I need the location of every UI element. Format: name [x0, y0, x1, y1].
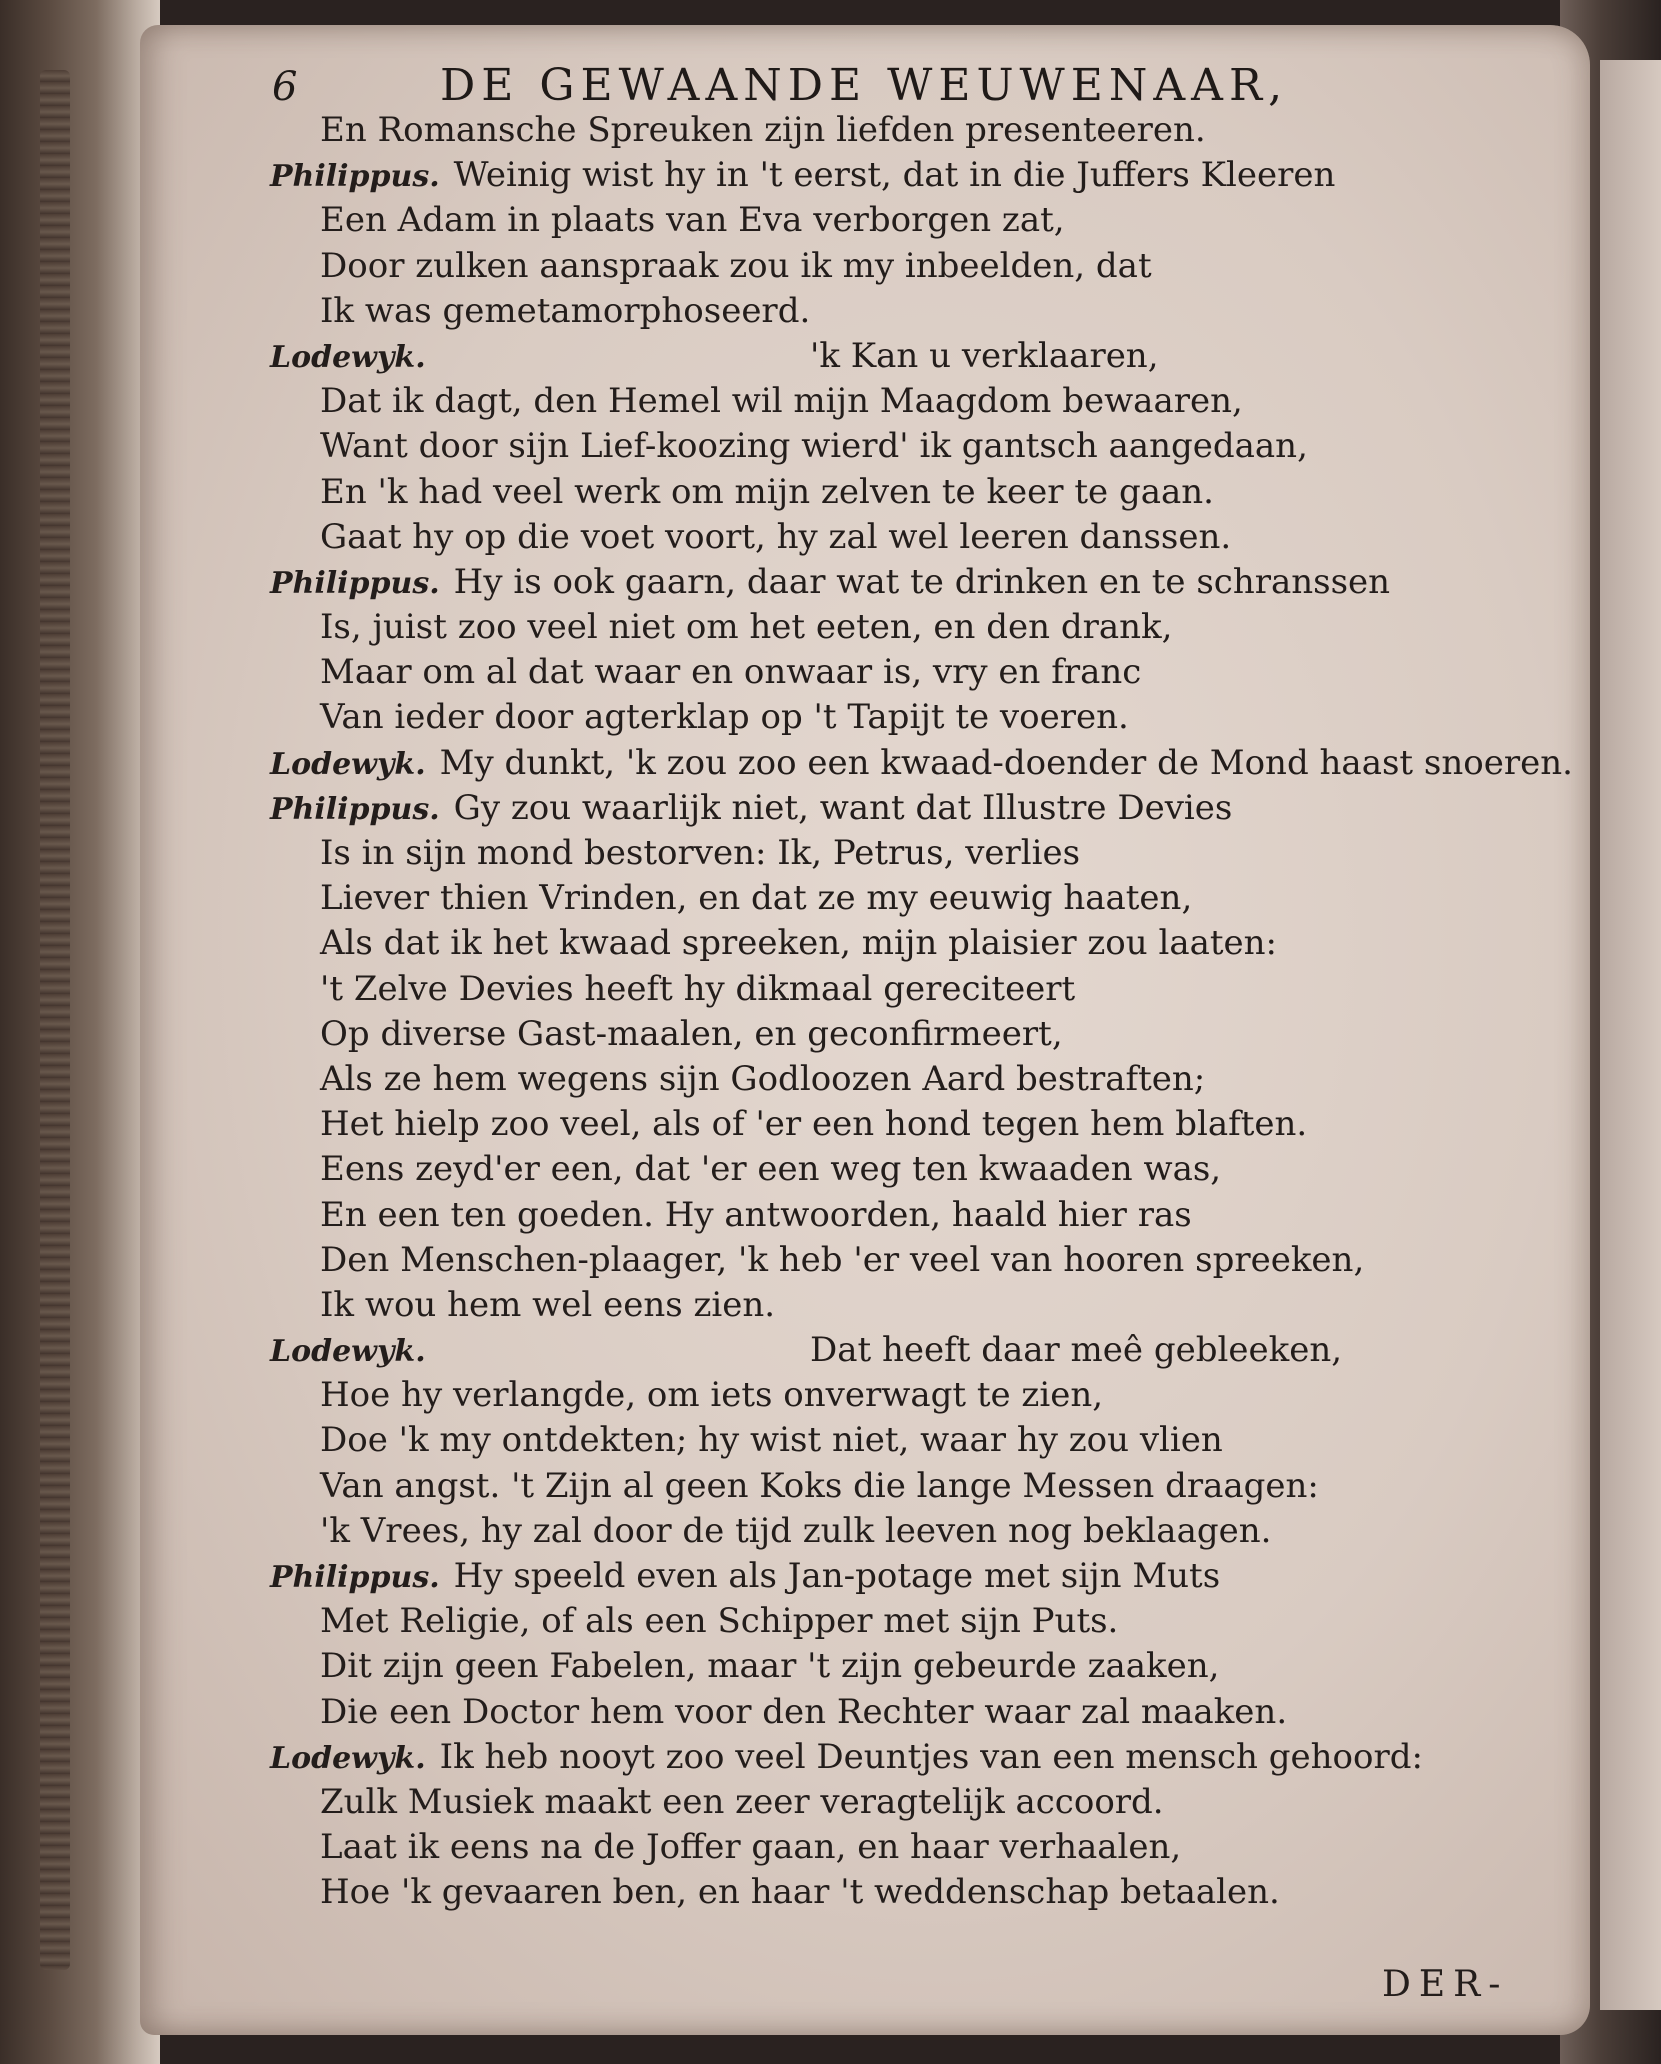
running-title: DE GEWAANDE WEUWENAAR, — [440, 60, 1289, 111]
verse-text: Het hielp zoo veel, als of 'er een hond tegen hem blaften. — [320, 1104, 1308, 1145]
verse-text: Hy is ook gaarn, daar wat te drinken en te schranssen — [453, 561, 1391, 602]
play-text — [270, 108, 1573, 1916]
text-line — [270, 1780, 1390, 1825]
text-line — [270, 1825, 1390, 1870]
speaker-name: Lodewyk. — [270, 1740, 426, 1776]
text-line — [270, 334, 1390, 379]
verse-text: Gy zou waarlijk niet, want dat Illustre Devies — [453, 787, 1233, 828]
text-line — [270, 786, 1390, 831]
verse-text: Den Menschen-plaager, 'k heb 'er veel van hooren spreeken, — [320, 1239, 1365, 1280]
verse-text: Weinig wist hy in 't eerst, dat in die Juffers Kleeren — [453, 155, 1336, 196]
next-page-edge — [1600, 60, 1661, 2010]
text-line — [270, 650, 1390, 695]
text-line — [270, 424, 1390, 469]
verse-text: Van angst. 't Zijn al geen Koks die lange Messen draagen: — [320, 1465, 1319, 1506]
text-line — [270, 1147, 1390, 1192]
text-line — [270, 1283, 1390, 1328]
text-line — [270, 1870, 1390, 1915]
text-line — [270, 831, 1390, 876]
verse-text: Hy speeld even als Jan-potage met sijn Muts — [453, 1556, 1221, 1596]
speaker-name: Lodewyk. — [270, 1334, 426, 1370]
text-line — [270, 470, 1390, 515]
verse-text: Hoe 'k gevaaren ben, en haar 't weddenschap betaalen. — [320, 1872, 1280, 1913]
text-line — [270, 108, 1390, 153]
verse-text: 't Zelve Devies heeft hy dikmaal gereciteert — [320, 968, 1076, 1009]
verse-text: En een ten goeden. Hy antwoorden, haald hier ras — [320, 1194, 1192, 1235]
verse-text: Eens zeyd'er een, dat 'er een weg ten kwaaden was, — [320, 1149, 1222, 1190]
text-line — [270, 1012, 1390, 1057]
verse-text: En 'k had veel werk om mijn zelven te keer te gaan. — [320, 471, 1214, 512]
text-line — [270, 515, 1390, 560]
text-line — [270, 1328, 1390, 1373]
verse-text: Want door sijn Lief-koozing wierd' ik gantsch aangedaan, — [320, 426, 1308, 467]
verse-text: Ik wou hem wel eens zien. — [320, 1284, 776, 1325]
verse-text: Die een Doctor hem voor den Rechter waar zal maaken. — [320, 1691, 1288, 1732]
binding-edge — [40, 70, 70, 1970]
catchword: DER- — [1382, 1964, 1509, 2005]
verse-text: Van ieder door agterklap op 't Tapijt te voeren. — [320, 697, 1129, 738]
text-line — [270, 921, 1390, 966]
verse-text: Dat ik dagt, den Hemel wil mijn Maagdom bewaaren, — [320, 381, 1243, 422]
verse-text: Liever thien Vrinden, en dat ze my eeuwig haaten, — [320, 878, 1193, 919]
speaker-name: Philippus. — [270, 791, 440, 827]
text-line — [270, 741, 1573, 786]
text-line — [270, 967, 1390, 1012]
text-line — [270, 695, 1390, 740]
verse-text: Een Adam in plaats van Eva verborgen zat, — [320, 200, 1065, 241]
text-line — [270, 289, 1390, 334]
verse-text: Als dat ik het kwaad spreeken, mijn plaisier zou laaten: — [320, 923, 1278, 964]
verse-text: Laat ik eens na de Joffer gaan, en haar verhaalen, — [320, 1827, 1182, 1868]
text-line — [270, 198, 1390, 243]
verse-text: 'k Vrees, hy zal door de tijd zulk leeven nog beklaagen. — [320, 1510, 1272, 1551]
text-line — [270, 379, 1390, 424]
text-line — [270, 1102, 1390, 1147]
verse-text: 'k Kan u verklaaren, — [810, 335, 1159, 376]
speaker-name: Philippus. — [270, 159, 440, 195]
text-line — [270, 560, 1390, 605]
verse-text: Ik heb nooyt zoo veel Deuntjes van een mensch gehoord: — [439, 1736, 1423, 1777]
verse-text: Met Religie, of als een Schipper met sijn Puts. — [320, 1601, 1119, 1642]
text-line — [270, 1193, 1390, 1238]
speaker-name: Philippus. — [270, 565, 440, 601]
verse-text: En Romansche Spreuken zijn liefden presenteeren. — [320, 110, 1206, 150]
book-spine — [0, 0, 160, 2064]
verse-text: Als ze hem wegens sijn Godloozen Aard bestraften; — [320, 1058, 1206, 1099]
speaker-name: Philippus. — [270, 1560, 440, 1595]
verse-text: Hoe hy verlangde, om iets onverwagt te zien, — [320, 1375, 1104, 1416]
verse-text: Op diverse Gast-maalen, en geconfirmeert, — [320, 1013, 1063, 1054]
verse-text: Dit zijn geen Fabelen, maar 't zijn gebeurde zaaken, — [320, 1646, 1220, 1687]
verse-text: Ik was gemetamorphoseerd. — [320, 290, 811, 331]
text-line — [270, 1554, 1390, 1599]
page-number: 6 — [272, 64, 298, 110]
text-line — [270, 1509, 1390, 1554]
text-line — [270, 1418, 1390, 1463]
text-line — [270, 244, 1390, 289]
verse-text: Maar om al dat waar en onwaar is, vry en franc — [320, 652, 1142, 693]
text-line — [270, 1057, 1390, 1102]
verse-text: Door zulken aanspraak zou ik my inbeelden, dat — [320, 245, 1152, 286]
verse-text: Doe 'k my ontdekten; hy wist niet, waar hy zou vlien — [320, 1420, 1223, 1461]
text-line — [270, 1644, 1390, 1689]
text-line — [270, 1464, 1390, 1509]
verse-text: Gaat hy op die voet voort, hy zal wel leeren danssen. — [320, 516, 1232, 557]
text-line — [270, 1599, 1390, 1644]
text-line — [270, 1735, 1423, 1780]
text-line — [270, 153, 1390, 198]
verse-text: Is in sijn mond bestorven: Ik, Petrus, verlies — [320, 833, 1081, 873]
text-line — [270, 1238, 1390, 1283]
text-line — [270, 1690, 1390, 1735]
verse-text: Zulk Musiek maakt een zeer veragtelijk accoord. — [320, 1781, 1164, 1822]
speaker-name: Lodewyk. — [270, 339, 426, 375]
verse-text: My dunkt, 'k zou zoo een kwaad-doender de Mond haast snoeren. — [439, 742, 1573, 783]
speaker-name: Lodewyk. — [270, 746, 426, 782]
verse-text: Is, juist zoo veel niet om het eeten, en den drank, — [320, 607, 1173, 648]
text-line — [270, 876, 1390, 921]
text-line — [270, 1373, 1390, 1418]
text-line — [270, 605, 1390, 650]
verse-text: Dat heeft daar meê gebleeken, — [810, 1330, 1343, 1371]
